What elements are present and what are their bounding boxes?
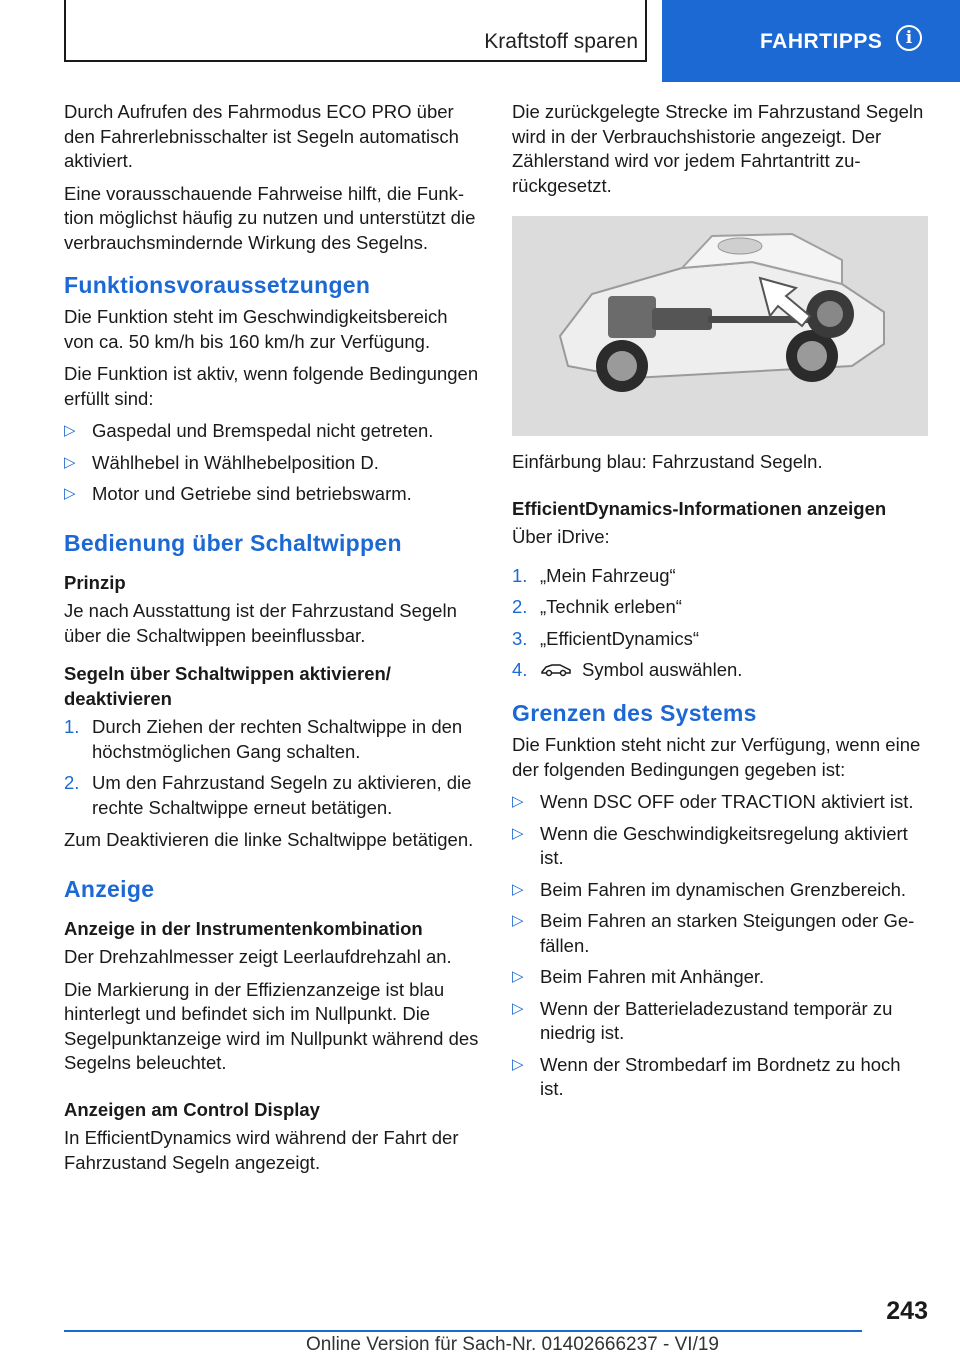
figure-caption: Einfärbung blau: Fahrzustand Segeln. xyxy=(512,451,823,472)
paragraph: Eine vorausschauende Fahrweise hilft, die Funktion möglichst häufig zu nutzen und unterstützt die verbrauchsmindernde Wirkung des Segelns. xyxy=(64,182,476,253)
car-drivetrain-image xyxy=(512,216,928,436)
step-number: 2. xyxy=(512,596,528,617)
list-item: ▷ Motor und Getriebe sind betriebswarm. xyxy=(64,482,480,507)
paragraph: In EfficientDynamics wird während der Fahrt der Fahrzustand Segeln angezeigt. xyxy=(64,1127,459,1173)
subheading-prinzip: Prinzip xyxy=(64,571,126,593)
step-number: 1. xyxy=(64,716,80,737)
header-section-title: Kraftstoff sparen xyxy=(484,30,638,53)
list-item: ▷ Beim Fahren an starken Steigungen oder Gefällen. xyxy=(512,910,915,956)
paragraph: Die Markierung in der Effizienzanzeige ist blau hinterlegt und befindet sich im Nullpunkt. Die Segelpunktanzeige wird im Nullpunkt während des Segelns beleuchtet. xyxy=(64,978,479,1073)
step-number: 3. xyxy=(512,627,528,649)
subheading-efficientdynamics: EfficientDynamics-Informationen anzeigen xyxy=(512,497,887,519)
triangle-bullet-icon: ▷ xyxy=(64,485,76,502)
triangle-bullet-icon: ▷ xyxy=(512,968,524,986)
paragraph: Über iDrive: xyxy=(512,526,610,547)
list-item: 4. Symbol auswählen. xyxy=(512,658,928,683)
list-item: 2. Um den Fahrzustand Segeln zu aktivieren, die rechte Schaltwippe erneut betätigen. xyxy=(64,772,472,818)
triangle-bullet-icon: ▷ xyxy=(512,793,524,811)
triangle-bullet-icon: ▷ xyxy=(64,453,76,471)
list-item: 1. „Mein Fahrzeug“ xyxy=(512,564,928,589)
right-column xyxy=(512,100,928,1110)
paragraph: Der Drehzahlmesser zeigt Leerlaufdrehzahl an. xyxy=(64,946,452,967)
paragraph: Zum Deaktivieren die linke Schaltwippe betätigen. xyxy=(64,829,474,850)
triangle-bullet-icon: ▷ xyxy=(512,880,524,898)
idrive-steps-list xyxy=(512,564,928,684)
conditions-list xyxy=(64,419,480,507)
steps-list xyxy=(64,715,480,820)
list-item: ▷ Wenn der Strombedarf im Bordnetz zu hoch ist. xyxy=(512,1053,901,1100)
list-item: 3. „EfficientDynamics“ xyxy=(512,627,928,652)
info-icon[interactable]: i xyxy=(896,25,922,51)
chapter-tab-label: FAHRTIPPS xyxy=(760,30,883,53)
step-number: 4. xyxy=(512,659,528,680)
list-item: ▷ Beim Fahren mit Anhänger. xyxy=(512,965,928,990)
limits-list xyxy=(512,790,928,1102)
heading-grenzen: Grenzen des Systems xyxy=(512,700,757,727)
list-item: ▷ Gaspedal und Bremspedal nicht getreten. xyxy=(64,419,480,444)
subheading-control-display: Anzeigen am Control Display xyxy=(64,1098,320,1120)
chapter-tab[interactable] xyxy=(662,0,960,82)
triangle-bullet-icon: ▷ xyxy=(512,824,524,842)
paragraph: Die Funktion ist aktiv, wenn folgende Bedingungen erfüllt sind: xyxy=(64,363,479,409)
triangle-bullet-icon: ▷ xyxy=(512,999,524,1017)
list-item: 1. Durch Ziehen der rechten Schaltwippe in den höchstmöglichen Gang schalten. xyxy=(64,716,463,762)
paragraph: Je nach Ausstattung ist der Fahrzustand Segeln über die Schaltwippen beeinflussbar. xyxy=(64,600,457,646)
step-number: 2. xyxy=(64,772,80,793)
car-symbol-icon xyxy=(540,659,572,684)
list-item: ▷ Wählhebel in Wählhebelposition D. xyxy=(64,451,480,476)
paragraph: Die Funktion steht im Geschwindigkeitsbereich von ca. 50 km/h bis 160 km/h zur Verfügung. xyxy=(64,306,448,352)
heading-bedienung: Bedienung über Schaltwippen xyxy=(64,529,402,556)
step-number: 1. xyxy=(512,564,528,586)
triangle-bullet-icon: ▷ xyxy=(64,422,76,439)
triangle-bullet-icon: ▷ xyxy=(512,1055,524,1073)
paragraph: Die Funktion steht nicht zur Verfügung, wenn eine der folgenden Bedingungen gegeben ist: xyxy=(512,734,921,780)
footer-divider xyxy=(64,1330,862,1332)
car-illustration xyxy=(512,216,928,436)
list-item: ▷ Wenn DSC OFF oder TRACTION aktiviert ist. xyxy=(512,790,928,815)
list-item: ▷ Wenn die Geschwindigkeitsregelung aktiviert ist. xyxy=(512,822,908,869)
heading-funktionsvoraussetzungen: Funktionsvoraussetzungen xyxy=(64,272,371,298)
subheading-instrument: Anzeige in der Instrumentenkombination xyxy=(64,917,423,939)
footer-version-text: Online Version für Sach-Nr. 01402666237 - VI/19 xyxy=(306,1334,719,1355)
list-item: ▷ Wenn der Batterieladezustand temporär zu niedrig ist. xyxy=(512,997,893,1044)
paragraph: Durch Aufrufen des Fahrmodus ECO PRO über den Fahrerlebnisschalter ist Segeln automatisch aktiviert. xyxy=(64,101,459,171)
subheading-segeln: Segeln über Schaltwippen aktivieren/ deaktivieren xyxy=(64,663,391,709)
heading-anzeige: Anzeige xyxy=(64,875,155,902)
triangle-bullet-icon: ▷ xyxy=(512,912,524,930)
page-number: 243 xyxy=(886,1297,928,1325)
paragraph: Die zurückgelegte Strecke im Fahrzustand Segeln wird in der Verbrauchshistorie angezeigt. Der Zählerstand wird vor jedem Fahrtantritt zurückgesetzt. xyxy=(512,101,924,196)
list-item: ▷ Beim Fahren im dynamischen Grenzbereich. xyxy=(512,878,928,903)
left-column xyxy=(64,100,480,1183)
list-item: 2. „Technik erleben“ xyxy=(512,595,928,620)
